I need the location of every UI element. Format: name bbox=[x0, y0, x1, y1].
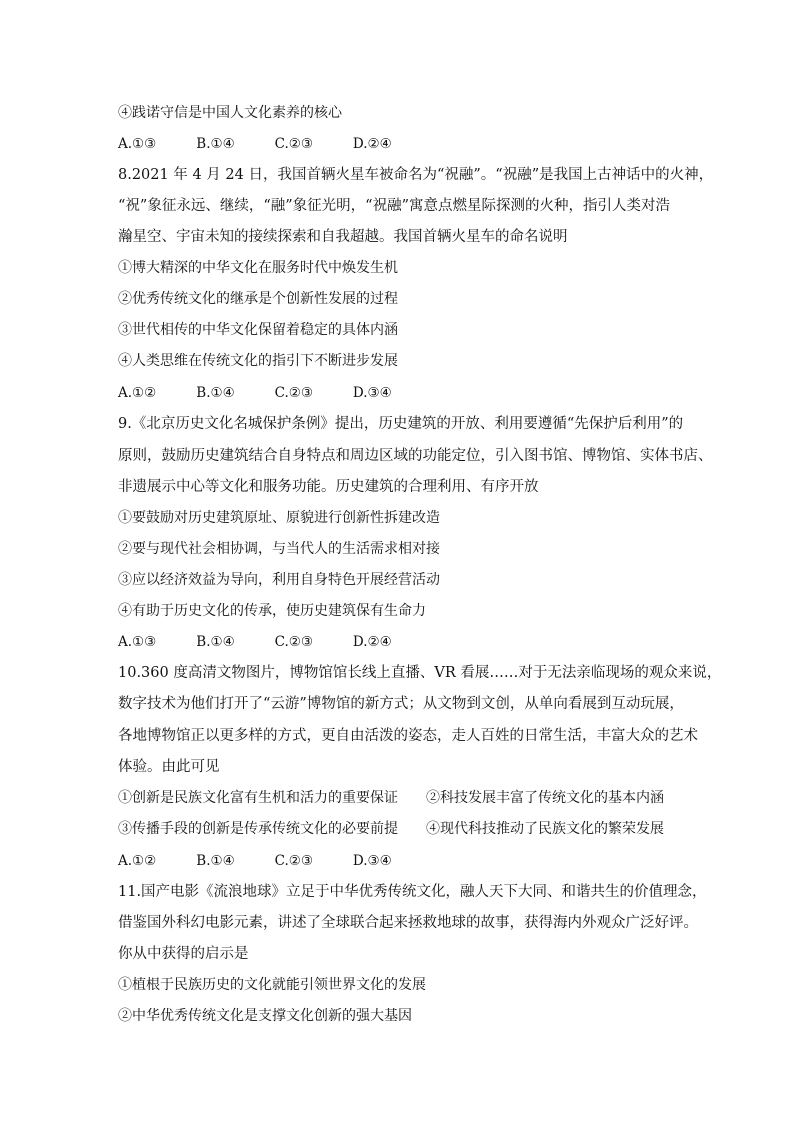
q9-item-2: ②要与现代社会相协调，与当代人的生活需求相对接 bbox=[118, 541, 440, 557]
q8-option-b: B.①④ bbox=[196, 385, 235, 401]
q11-stem-line-1: 11.国产电影《流浪地球》立足于中华优秀传统文化，融人天下大同、和谐共生的价值理念， bbox=[118, 884, 707, 900]
q10-option-c: C.②③ bbox=[274, 853, 313, 869]
q10-option-a: A.①② bbox=[118, 853, 157, 869]
q7-option-d: D.②④ bbox=[352, 136, 392, 152]
q10-options bbox=[118, 852, 427, 870]
q8-item-3: ③世代相传的中华文化保留着稳定的具体内涵 bbox=[118, 322, 398, 338]
q9-stem-line-2: 原则，鼓励历史建筑结合自身特点和周边区域的功能定位，引入图书馆、博物馆、实体书店、 bbox=[118, 448, 713, 464]
q10-stem-line-3: 各地博物馆正以更多样的方式，更自由活泼的姿态，走人百姓的日常生活，丰富大众的艺术 bbox=[118, 728, 698, 744]
q8-option-a: A.①② bbox=[118, 385, 157, 401]
q8-option-d: D.③④ bbox=[352, 385, 392, 401]
q11-item-1: ①植根于民族历史的文化就能引领世界文化的发展 bbox=[118, 977, 426, 993]
q11-item-2: ②中华优秀传统文化是支撑文化创新的强大基因 bbox=[118, 1008, 412, 1024]
q9-stem-line-1: 9.《北京历史文化名城保护条例》提出，历史建筑的开放、利用要遵循“先保护后利用”的 bbox=[118, 416, 684, 432]
q10-stem-line-1: 10.360 度高清文物图片，博物馆馆长线上直播、VR 看展……对于无法亲临现场的观众来说， bbox=[118, 665, 722, 681]
q10-option-d: D.③④ bbox=[352, 853, 392, 869]
q8-option-c: C.②③ bbox=[274, 385, 313, 401]
q10-items-row-2 bbox=[118, 820, 664, 838]
q8-stem-line-3: 瀚星空、宇宙未知的接续探索和自我超越。我国首辆火星车的命名说明 bbox=[118, 229, 568, 245]
q9-item-4: ④有助于历史文化的传承，使历史建筑保有生命力 bbox=[118, 603, 426, 619]
q7-option-c: C.②③ bbox=[274, 136, 313, 152]
q11-stem-line-2: 借鉴国外科幻电影元素，讲述了全球联合起来拯救地球的故事，获得海内外观众广泛好评。 bbox=[118, 915, 698, 931]
q9-options bbox=[118, 633, 427, 651]
q7-option-b: B.①④ bbox=[196, 136, 235, 152]
q10-items-row-1 bbox=[118, 789, 664, 807]
q8-stem-line-1: 8.2021 年 4 月 24 日，我国首辆火星车被命名为“祝融”。“祝融”是我国上古神话中的火神， bbox=[118, 167, 714, 183]
q9-item-3: ③应以经济效益为导向，利用自身特色开展经营活动 bbox=[118, 572, 440, 588]
q10-option-b: B.①④ bbox=[196, 853, 235, 869]
q7-options bbox=[118, 135, 427, 153]
q9-option-d: D.②④ bbox=[352, 634, 392, 650]
q8-item-1: ①博大精深的中华文化在服务时代中焕发生机 bbox=[118, 260, 398, 276]
q9-option-c: C.②③ bbox=[274, 634, 313, 650]
q10-stem-line-2: 数字技术为他们打开了“云游”博物馆的新方式；从文物到文创，从单向看展到互动玩展， bbox=[118, 696, 684, 712]
q10-item-3: ③传播手段的创新是传承传统文化的必要前提 bbox=[118, 821, 398, 837]
q7-item-4: ④践诺守信是中国人文化素养的核心 bbox=[118, 105, 342, 121]
q9-stem-line-3: 非遗展示中心等文化和服务功能。历史建筑的合理利用、有序开放 bbox=[118, 479, 539, 495]
q7-option-a: A.①③ bbox=[118, 136, 157, 152]
q10-stem-line-4: 体验。由此可见 bbox=[118, 759, 220, 775]
q8-item-4: ④人类思维在传统文化的指引下不断进步发展 bbox=[118, 353, 398, 369]
q11-stem-line-3: 你从中获得的启示是 bbox=[118, 946, 249, 962]
q10-item-2: ②科技发展丰富了传统文化的基本内涵 bbox=[426, 790, 664, 806]
q10-item-4: ④现代科技推动了民族文化的繁荣发展 bbox=[426, 821, 664, 837]
q9-option-b: B.①④ bbox=[196, 634, 235, 650]
q9-item-1: ①要鼓励对历史建筑原址、原貌进行创新性拆建改造 bbox=[118, 510, 440, 526]
q8-stem-line-2: “祝”象征永远、继续，“融”象征光明，“祝融”寓意点燃星际探测的火种，指引人类对浩 bbox=[118, 198, 670, 214]
q9-option-a: A.①③ bbox=[118, 634, 157, 650]
q8-item-2: ②优秀传统文化的继承是个创新性发展的过程 bbox=[118, 291, 398, 307]
q8-options bbox=[118, 384, 427, 402]
q10-item-1: ①创新是民族文化富有生机和活力的重要保证 bbox=[118, 790, 398, 806]
